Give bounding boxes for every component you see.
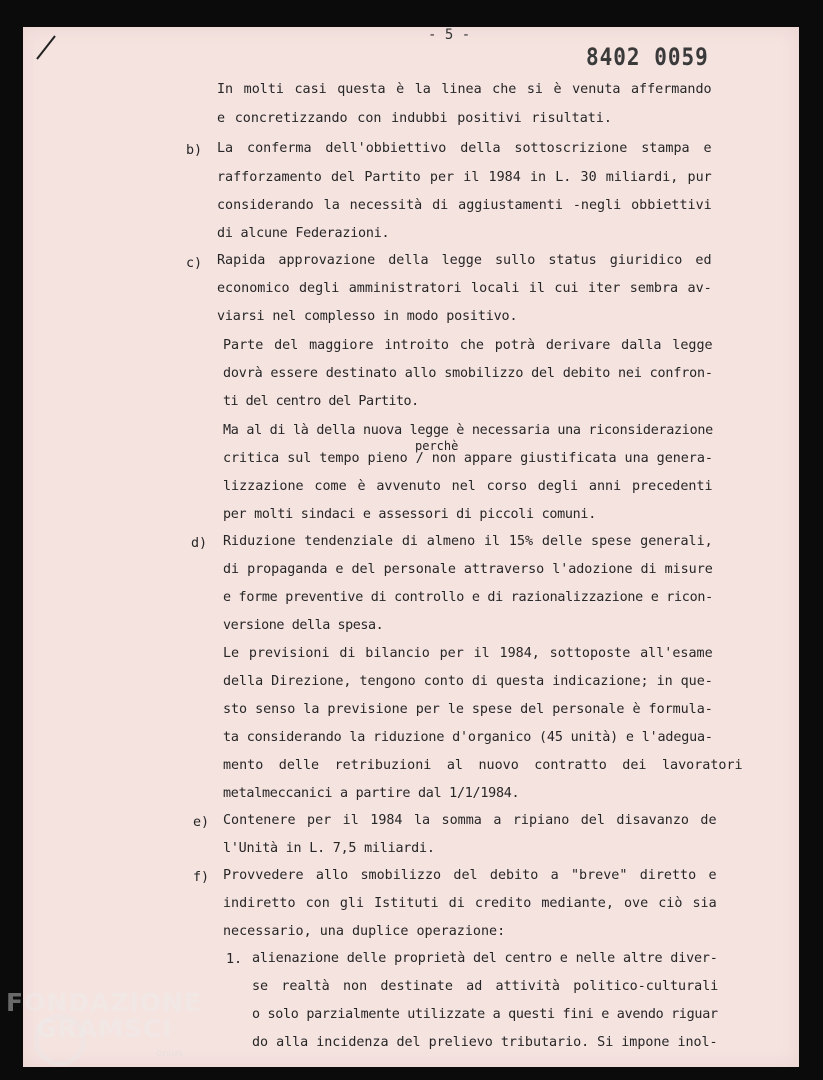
- text-line: o solo parzialmente utilizzate a questi fini e avendo riguar: [252, 1007, 718, 1022]
- text-line: considerando la necessità di aggiustamenti -negli obbiettivi: [217, 198, 712, 213]
- text-line: sto senso la previsione per le spese del personale è formula-: [223, 702, 713, 717]
- watermark-line2: GRAMSCI: [36, 1014, 173, 1043]
- page-number: - 5 -: [428, 27, 471, 43]
- text-line: ti del centro del Partito.: [223, 394, 419, 409]
- item-label-c: c): [186, 256, 203, 271]
- text-line: di alcune Federazioni.: [217, 226, 390, 241]
- text-line: ta considerando la riduzione d'organico (45 unità) e l'adegua-: [223, 730, 713, 745]
- text-line: Rapida approvazione della legge sullo status giuridico ed: [217, 253, 712, 268]
- text-line: e concretizzando con indubbi positivi risultati.: [217, 111, 612, 126]
- text-line: Ma al di là della nuova legge è necessaria una riconsiderazione: [223, 423, 713, 438]
- logo-g-icon: [34, 1014, 86, 1066]
- watermark-onlus: onlus: [156, 1048, 183, 1059]
- text-line: se realtà non destinate ad attività politico-culturali: [252, 979, 719, 994]
- text-line: viarsi nel complesso in modo positivo.: [217, 309, 518, 324]
- pen-stroke-mark: [31, 33, 61, 63]
- text-line: do alla incidenza del prelievo tributario. Si impone inol-: [252, 1035, 718, 1050]
- watermark-line1: FONDAZIONE: [6, 988, 203, 1017]
- item-label-f: f): [193, 870, 210, 885]
- fondazione-gramsci-watermark: [6, 988, 203, 1059]
- item-label-1: 1.: [226, 952, 243, 967]
- archive-code: 8402 0059: [586, 43, 709, 71]
- text-line: alienazione delle proprietà del centro e nelle altre diver-: [252, 951, 718, 966]
- text-line: lizzazione come è avvenuto nel corso degli anni precedenti: [223, 479, 713, 494]
- text-line: Parte del maggiore introito che potrà derivare dalla legge: [223, 338, 713, 353]
- text-line: l'Unità in L. 7,5 miliardi.: [223, 841, 435, 856]
- item-label-b: b): [186, 143, 203, 158]
- text-line: versione della spesa.: [223, 618, 384, 633]
- item-label-d: d): [191, 536, 208, 551]
- text-line: mento delle retribuzioni al nuovo contratto dei lavoratori: [223, 758, 743, 773]
- text-line: critica sul tempo pieno / non appare giustificata una genera-: [223, 451, 713, 466]
- text-line: Contenere per il 1984 la somma a ripiano del disavanzo de: [223, 813, 717, 828]
- text-line: metalmeccanici a partire dal 1/1/1984.: [223, 786, 520, 801]
- text-line: rafforzamento del Partito per il 1984 in L. 30 miliardi, pur: [217, 170, 712, 185]
- text-line: In molti casi questa è la linea che si è venuta affermando: [217, 82, 712, 97]
- text-line: La conferma dell'obbiettivo della sottoscrizione stampa e: [217, 141, 712, 156]
- text-line: di propaganda e del personale attraverso l'adozione di misure: [223, 562, 713, 577]
- text-line: della Direzione, tengono conto di questa indicazione; in que-: [223, 674, 713, 689]
- text-line: Le previsioni di bilancio per il 1984, sottoposte all'esame: [223, 646, 713, 661]
- text-line: per molti sindaci e assessori di piccoli comuni.: [223, 507, 596, 522]
- text-line: economico degli amministratori locali il cui iter sembra av-: [217, 281, 712, 296]
- text-line: indiretto con gli Istituti di credito mediante, ove ciò sia: [223, 896, 717, 911]
- text-line: necessario, una duplice operazione:: [223, 924, 506, 939]
- handwritten-insertion: perchè: [415, 439, 459, 453]
- text-line: Provvedere allo smobilizzo del debito a "breve" diretto e: [223, 868, 717, 883]
- text-line: e forme preventive di controllo e di razionalizzazione e ricon-: [223, 590, 713, 605]
- item-label-e: e): [193, 815, 210, 830]
- text-line: Riduzione tendenziale di almeno il 15% delle spese generali,: [223, 534, 713, 549]
- document-page: [23, 27, 799, 1067]
- text-line: dovrà essere destinato allo smobilizzo del debito nei confron-: [223, 366, 713, 381]
